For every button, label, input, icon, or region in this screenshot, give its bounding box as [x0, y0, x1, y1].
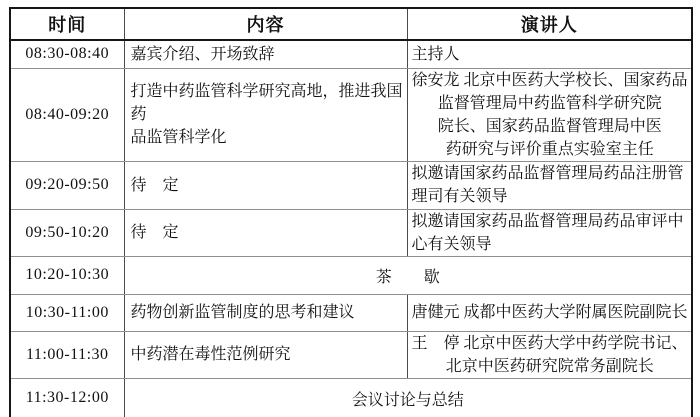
content-cell: [124, 161, 407, 209]
content-cell: [124, 331, 407, 378]
time-cell: 09:20-09:50: [10, 161, 124, 209]
text-line: 唐健元 成都中医药大学附属医院副院长: [411, 304, 688, 321]
text-line: 拟邀请国家药品监督管理局药品审评中: [411, 212, 684, 230]
time-cell: 11:00-11:30: [10, 331, 124, 378]
header-time: 时间: [10, 8, 124, 40]
content-cell: [124, 209, 407, 256]
text-line: 主持人: [411, 45, 460, 63]
table-row: [10, 40, 692, 68]
speaker-cell: [407, 161, 692, 209]
time-cell: 11:30-12:00: [10, 378, 124, 417]
time-cell: 08:40-09:20: [10, 68, 124, 161]
header-content: 内容: [124, 8, 407, 40]
table-row: [10, 161, 692, 209]
header-row: [10, 8, 692, 40]
text-line: 嘉宾介绍、开场致辞: [130, 45, 275, 63]
table-row: [10, 209, 692, 256]
text-line: 待 定: [130, 176, 179, 194]
text-line: 徐安龙 北京中医药大学校长、国家药品: [411, 71, 688, 89]
table-row: [10, 256, 692, 294]
content-cell: [124, 40, 407, 68]
merged-cell: 茶 歇: [124, 256, 692, 294]
merged-cell: 会议讨论与总结: [124, 378, 692, 417]
table-row: [10, 294, 692, 331]
time-cell: 10:30-11:00: [10, 294, 124, 331]
table-row: [10, 331, 692, 378]
speaker-cell: [407, 209, 692, 256]
speaker-cell: [407, 40, 692, 68]
text-line: 品监管科学化: [130, 129, 227, 146]
text-line: 药物创新监管制度的思考和建议: [130, 304, 355, 321]
text-line: 待 定: [130, 224, 179, 241]
speaker-cell: [407, 294, 692, 331]
text-line: 监督管理局中药监管科学研究院: [437, 94, 662, 112]
time-cell: 10:20-10:30: [10, 256, 124, 294]
speaker-cell: [407, 331, 692, 378]
header-speaker: 演讲人: [407, 8, 692, 40]
schedule-table: [9, 7, 693, 417]
text-line: 中药潜在毒性范例研究: [130, 346, 291, 363]
time-cell: 09:50-10:20: [10, 209, 124, 256]
text-line: 北京中医药研究院常务副院长: [445, 357, 654, 375]
table-row: [10, 68, 692, 161]
text-line: 心有关领导: [411, 235, 492, 253]
content-cell: [124, 68, 407, 161]
table-row: [10, 378, 692, 417]
text-line: 王 停 北京中医药大学中药学院书记、: [411, 334, 688, 352]
time-cell: 08:30-08:40: [10, 40, 124, 68]
content-cell: [124, 294, 407, 331]
text-line: 院长、国家药品监督管理局中医: [437, 117, 662, 135]
text-line: 打造中药监管科学研究高地，推进我国药: [130, 83, 403, 123]
speaker-cell: [407, 68, 692, 161]
text-line: 药研究与评价重点实验室主任: [445, 140, 654, 158]
text-line: 拟邀请国家药品监督管理局药品注册管: [411, 165, 684, 182]
text-line: 理司有关领导: [411, 188, 508, 205]
